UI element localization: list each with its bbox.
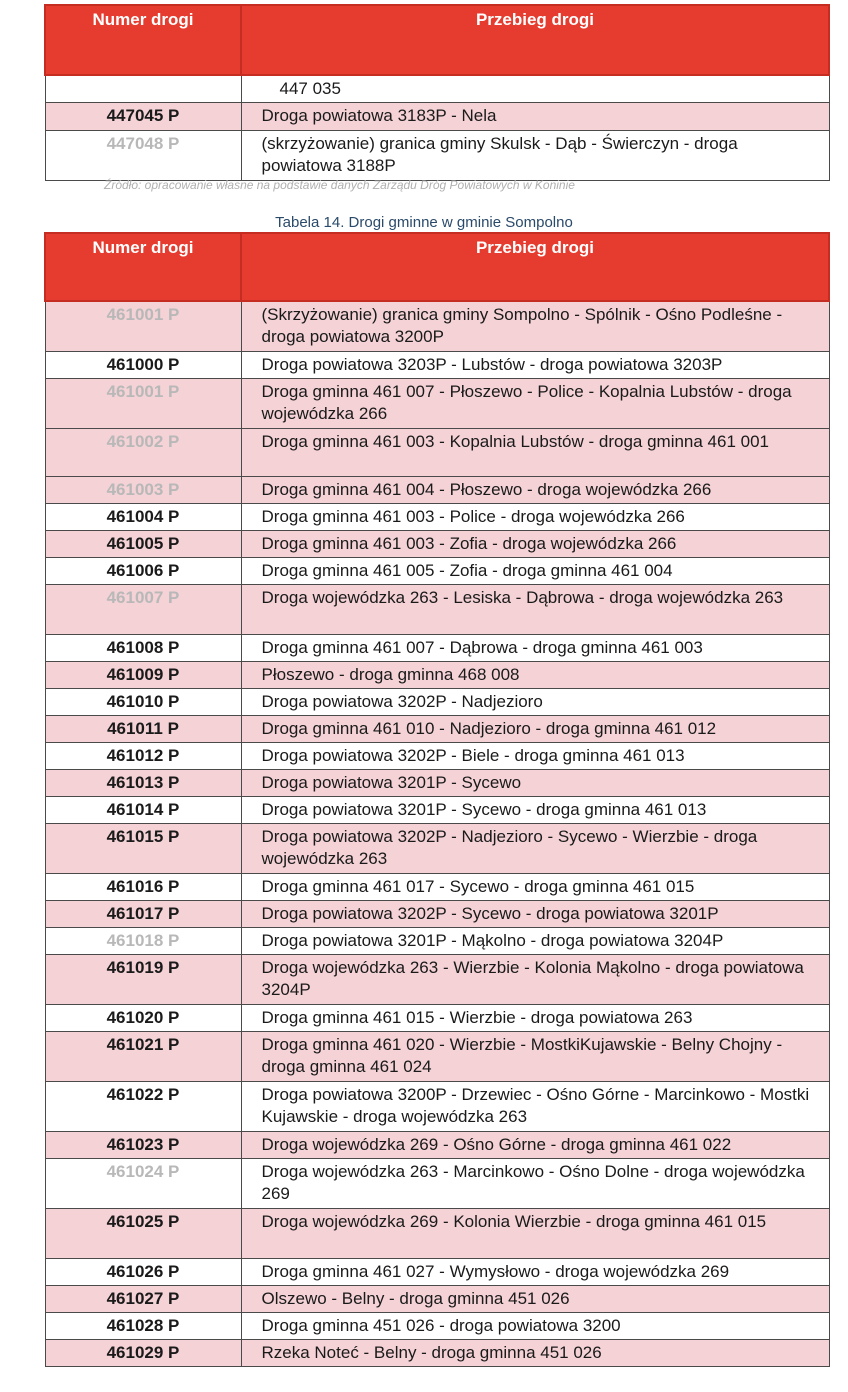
table-row xyxy=(45,634,829,661)
road-number: 461001 P xyxy=(45,378,241,428)
road-route: (Skrzyżowanie) granica gminy Sompolno - Spólnik - Ośno Podleśne - droga powiatowa 3200P xyxy=(241,301,829,351)
road-table-powiatowe xyxy=(44,4,830,181)
road-route: Droga powiatowa 3200P - Drzewiec - Ośno Górne - Marcinkowo - Mostki Kujawskie - droga wojewódzka 263 xyxy=(241,1081,829,1131)
road-number: 461029 P xyxy=(45,1339,241,1366)
road-number: 447045 P xyxy=(45,103,241,131)
road-number: 461023 P xyxy=(45,1131,241,1158)
table-row xyxy=(45,661,829,688)
road-route: Droga gminna 461 007 - Płoszewo - Police - Kopalnia Lubstów - droga wojewódzka 266 xyxy=(241,378,829,428)
road-route: Droga powiatowa 3203P - Lubstów - droga powiatowa 3203P xyxy=(241,351,829,378)
road-route: Droga powiatowa 3201P - Sycewo xyxy=(241,769,829,796)
table-row xyxy=(45,715,829,742)
road-route: Rzeka Noteć - Belny - droga gminna 451 026 xyxy=(241,1339,829,1366)
road-number: 461001 P xyxy=(45,301,241,351)
header-road-number: Numer drogi xyxy=(45,5,241,75)
table-row xyxy=(45,823,829,873)
road-route: (skrzyżowanie) granica gminy Skulsk - Dąb - Świerczyn - droga powiatowa 3188P xyxy=(241,131,829,181)
road-number: 461028 P xyxy=(45,1312,241,1339)
source-note: Źródło: opracowanie własne na podstawie danych Zarządu Dróg Powiatowych w Koninie xyxy=(104,178,575,192)
table-row xyxy=(45,873,829,900)
road-number: 461015 P xyxy=(45,823,241,873)
road-route: Droga gminna 461 027 - Wymysłowo - droga wojewódzka 269 xyxy=(241,1258,829,1285)
road-route: Droga wojewódzka 263 - Wierzbie - Kolonia Mąkolno - droga powiatowa 3204P xyxy=(241,954,829,1004)
road-number: 461002 P xyxy=(45,428,241,476)
road-number: 461010 P xyxy=(45,688,241,715)
road-number xyxy=(45,75,241,103)
road-number: 461027 P xyxy=(45,1285,241,1312)
table-row xyxy=(45,476,829,503)
road-number: 461013 P xyxy=(45,769,241,796)
road-route: Droga powiatowa 3202P - Nadjezioro xyxy=(241,688,829,715)
table-row xyxy=(45,769,829,796)
road-number: 461024 P xyxy=(45,1158,241,1208)
road-table-gminne xyxy=(44,232,830,1367)
table-row xyxy=(45,378,829,428)
header-road-number: Numer drogi xyxy=(45,233,241,301)
table-row xyxy=(45,1339,829,1366)
road-route: Droga gminna 461 005 - Zofia - droga gminna 461 004 xyxy=(241,557,829,584)
table-row xyxy=(45,927,829,954)
road-route: Droga gminna 461 003 - Kopalnia Lubstów - droga gminna 461 001 xyxy=(241,428,829,476)
road-route: Droga gminna 461 010 - Nadjezioro - droga gminna 461 012 xyxy=(241,715,829,742)
table-row xyxy=(45,503,829,530)
road-number: 461000 P xyxy=(45,351,241,378)
table-row xyxy=(45,1258,829,1285)
road-route: Płoszewo - droga gminna 468 008 xyxy=(241,661,829,688)
road-number: 461019 P xyxy=(45,954,241,1004)
table-row xyxy=(45,428,829,476)
road-number: 461005 P xyxy=(45,530,241,557)
road-route: Droga powiatowa 3202P - Sycewo - droga powiatowa 3201P xyxy=(241,900,829,927)
road-route: Droga wojewódzka 263 - Lesiska - Dąbrowa - droga wojewódzka 263 xyxy=(241,584,829,634)
road-number: 461020 P xyxy=(45,1004,241,1031)
road-number: 447048 P xyxy=(45,131,241,181)
road-route: Droga gminna 461 003 - Zofia - droga wojewódzka 266 xyxy=(241,530,829,557)
table-row xyxy=(45,1131,829,1158)
road-route: 447 035 xyxy=(241,75,829,103)
road-number: 461011 P xyxy=(45,715,241,742)
road-number: 461008 P xyxy=(45,634,241,661)
table-row xyxy=(45,103,829,131)
table-row xyxy=(45,75,829,103)
road-route: Droga gminna 461 017 - Sycewo - droga gminna 461 015 xyxy=(241,873,829,900)
road-number: 461009 P xyxy=(45,661,241,688)
road-route: Droga gminna 461 020 - Wierzbie - MostkiKujawskie - Belny Chojny - droga gminna 461 024 xyxy=(241,1031,829,1081)
road-number: 461026 P xyxy=(45,1258,241,1285)
road-number: 461021 P xyxy=(45,1031,241,1081)
table-row xyxy=(45,131,829,181)
road-number: 461025 P xyxy=(45,1208,241,1258)
table-row xyxy=(45,1285,829,1312)
road-route: Droga gminna 461 004 - Płoszewo - droga wojewódzka 266 xyxy=(241,476,829,503)
table-row xyxy=(45,1004,829,1031)
road-number: 461007 P xyxy=(45,584,241,634)
table-row xyxy=(45,584,829,634)
table-row xyxy=(45,1158,829,1208)
road-route: Droga wojewódzka 263 - Marcinkowo - Ośno Dolne - droga wojewódzka 269 xyxy=(241,1158,829,1208)
table-row xyxy=(45,688,829,715)
road-route: Droga wojewódzka 269 - Ośno Górne - droga gminna 461 022 xyxy=(241,1131,829,1158)
road-number: 461012 P xyxy=(45,742,241,769)
road-route: Droga powiatowa 3202P - Biele - droga gminna 461 013 xyxy=(241,742,829,769)
road-number: 461006 P xyxy=(45,557,241,584)
road-number: 461018 P xyxy=(45,927,241,954)
table-body xyxy=(45,301,829,1366)
road-number: 461003 P xyxy=(45,476,241,503)
table-row xyxy=(45,1208,829,1258)
road-number: 461004 P xyxy=(45,503,241,530)
table-row xyxy=(45,796,829,823)
road-route: Olszewo - Belny - droga gminna 451 026 xyxy=(241,1285,829,1312)
road-route: Droga powiatowa 3201P - Sycewo - droga gminna 461 013 xyxy=(241,796,829,823)
table-row xyxy=(45,1081,829,1131)
table-caption: Tabela 14. Drogi gminne w gminie Sompolno xyxy=(275,214,573,231)
road-route: Droga wojewódzka 269 - Kolonia Wierzbie - droga gminna 461 015 xyxy=(241,1208,829,1258)
table-row xyxy=(45,954,829,1004)
road-route: Droga gminna 461 003 - Police - droga wojewódzka 266 xyxy=(241,503,829,530)
road-route: Droga gminna 461 015 - Wierzbie - droga powiatowa 263 xyxy=(241,1004,829,1031)
table-row xyxy=(45,530,829,557)
table-header-row xyxy=(45,5,829,75)
table-header-row xyxy=(45,233,829,301)
road-route: Droga gminna 451 026 - droga powiatowa 3200 xyxy=(241,1312,829,1339)
table-row xyxy=(45,1312,829,1339)
table-row xyxy=(45,301,829,351)
table-row xyxy=(45,742,829,769)
road-route: Droga gminna 461 007 - Dąbrowa - droga gminna 461 003 xyxy=(241,634,829,661)
road-number: 461016 P xyxy=(45,873,241,900)
table-row xyxy=(45,351,829,378)
road-number: 461014 P xyxy=(45,796,241,823)
table-row xyxy=(45,1031,829,1081)
header-road-route: Przebieg drogi xyxy=(241,233,829,301)
table-row xyxy=(45,900,829,927)
road-number: 461017 P xyxy=(45,900,241,927)
table-row xyxy=(45,557,829,584)
road-route: Droga powiatowa 3202P - Nadjezioro - Sycewo - Wierzbie - droga wojewódzka 263 xyxy=(241,823,829,873)
road-number: 461022 P xyxy=(45,1081,241,1131)
header-road-route: Przebieg drogi xyxy=(241,5,829,75)
road-route: Droga powiatowa 3201P - Mąkolno - droga powiatowa 3204P xyxy=(241,927,829,954)
road-route: Droga powiatowa 3183P - Nela xyxy=(241,103,829,131)
